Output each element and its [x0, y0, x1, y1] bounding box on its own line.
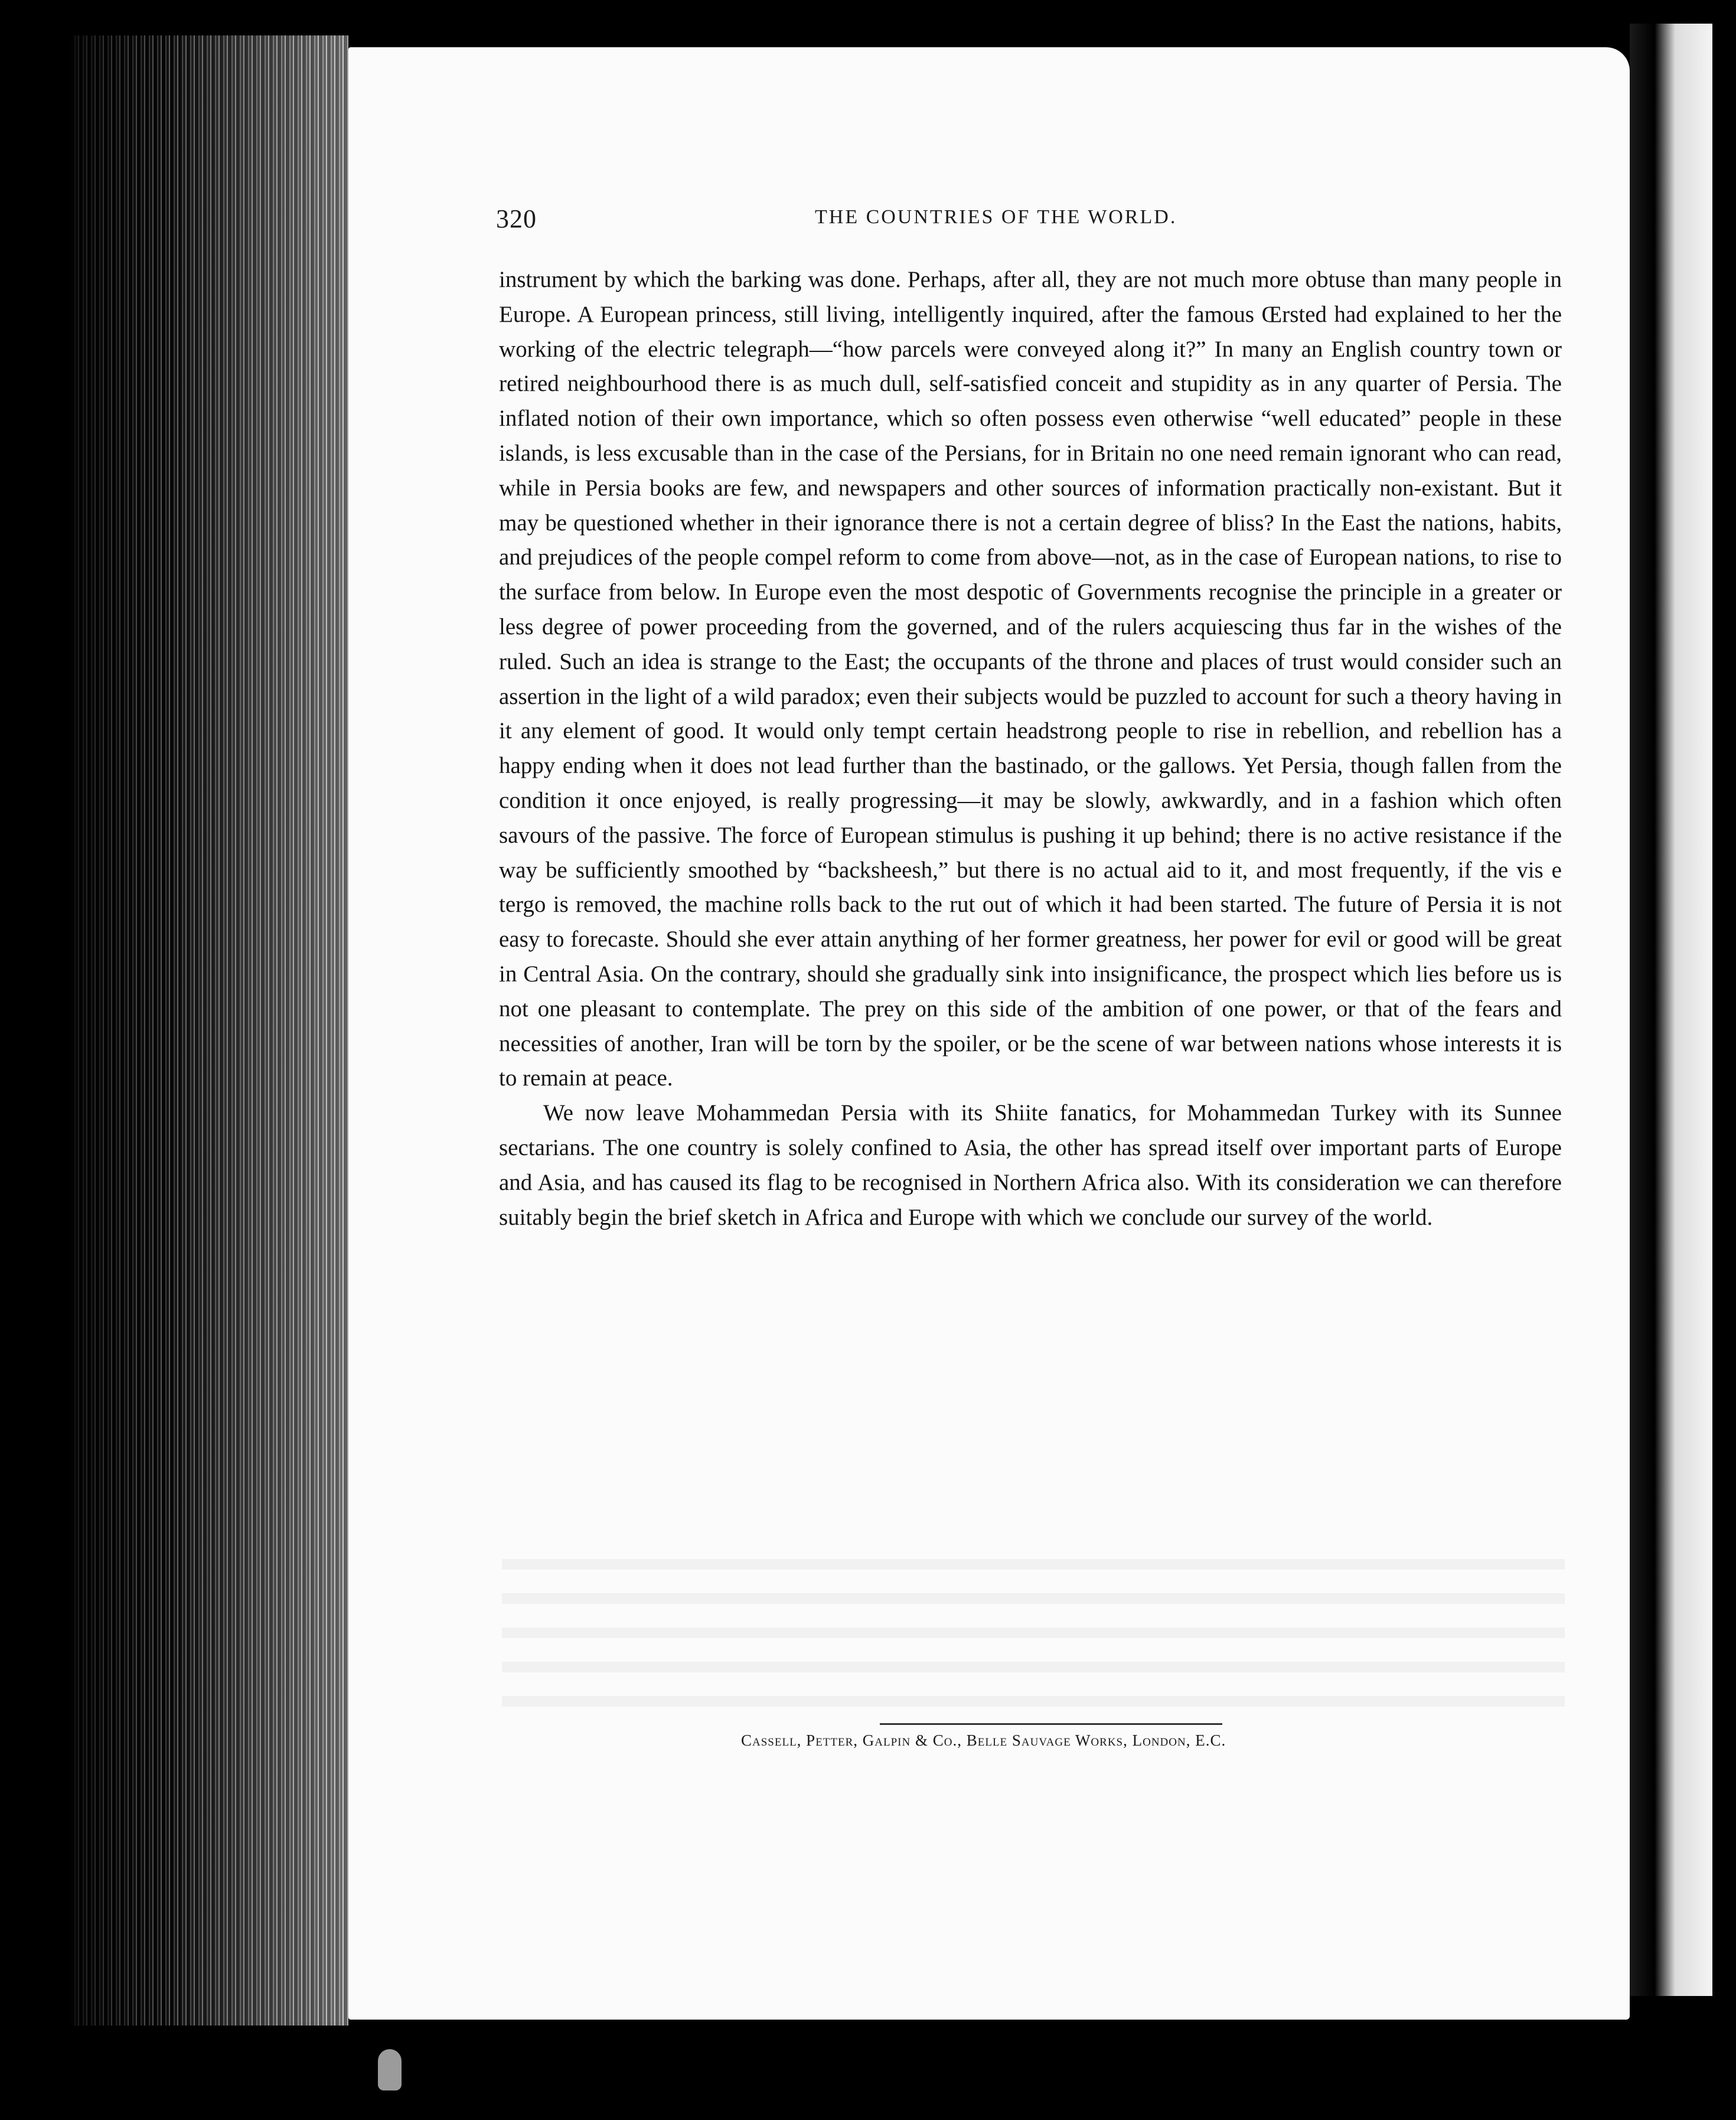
- page-number: 320: [496, 204, 537, 233]
- book-page-edges: [71, 35, 348, 2026]
- facing-page-edge: [1630, 24, 1712, 1996]
- paragraph-2: We now leave Mohammedan Persia with its Shiite fanatics, for Mohammedan Turkey with its Sunnee sectarians. The one country is solely confined to Asia, the other has spread itself over important parts of Europe and Asia, and has caused its flag to be recognised in Northern Africa also. With its consideration we can therefore suitably begin the brief sketch in Africa and Europe with which we conclude our survey of the world.: [499, 1100, 1562, 1230]
- imprint-rule: [880, 1723, 1222, 1725]
- printer-imprint: Cassell, Petter, Galpin & Co., Belle Sauvage Works, London, E.C.: [741, 1731, 1226, 1749]
- body-text: [499, 263, 1562, 1235]
- paragraph-1: instrument by which the barking was done. Perhaps, after all, they are not much more obtuse than many people in Europe. A European princess, still living, intelligently inquired, after the famous Œrsted had explained to her the working of the electric telegraph—“how parcels were conveyed along it?” In many an English country town or retired neighbourhood there is as much dull, self-satisfied conceit and stupidity as in any quarter of Persia. The inflated notion of their own importance, which so often possess even otherwise “well educated” people in these islands, is less excusable than in the case of the Persians, for in Britain no one need remain ignorant who can read, while in Persia books are few, and newspapers and other sources of information practically non-existant. But it may be questioned whether in their ignorance there is not a certain degree of bliss? In the East the nations, habits, and prejudices of the people compel reform to come from above—not, as in the case of European nations, to rise to the surface from below. In Europe even the most despotic of Governments recognise the principle in a greater or less degree of power proceeding from the governed, and of the rulers acquiescing thus far in the wishes of the ruled. Such an idea is strange to the East; the occupants of the throne and places of trust would consider such an assertion in the light of a wild paradox; even their subjects would be puzzled to account for such a theory having in it any element of good. It would only tempt certain headstrong people to rise in rebellion, and rebellion has a happy ending when it does not lead further than the bastinado, or the gallows. Yet Persia, though fallen from the condition it once enjoyed, is really progressing—it may be slowly, awkwardly, and in a fashion which often savours of the passive. The force of European stimulus is pushing it up behind; there is no active resistance if the way be sufficiently smoothed by “backsheesh,” but there is no actual aid to it, and most frequently, if the vis e tergo is removed, the machine rolls back to the rut out of which it had been started. The future of Persia it is not easy to forecaste. Should she ever attain anything of her former greatness, her power for evil or good will be great in Central Asia. On the contrary, should she gradually sink into insignificance, the prospect which lies before us is not one pleasant to contemplate. The prey on this side of the ambition of one power, or that of the fears and necessities of another, Iran will be torn by the spoiler, or be the scene of war between nations whose interests it is to remain at peace.: [499, 267, 1562, 1091]
- scanner-thumb: [378, 2049, 402, 2090]
- show-through-text: [502, 1535, 1565, 1713]
- page-header: [496, 204, 1559, 239]
- running-head: THE COUNTRIES OF THE WORLD.: [815, 206, 1177, 228]
